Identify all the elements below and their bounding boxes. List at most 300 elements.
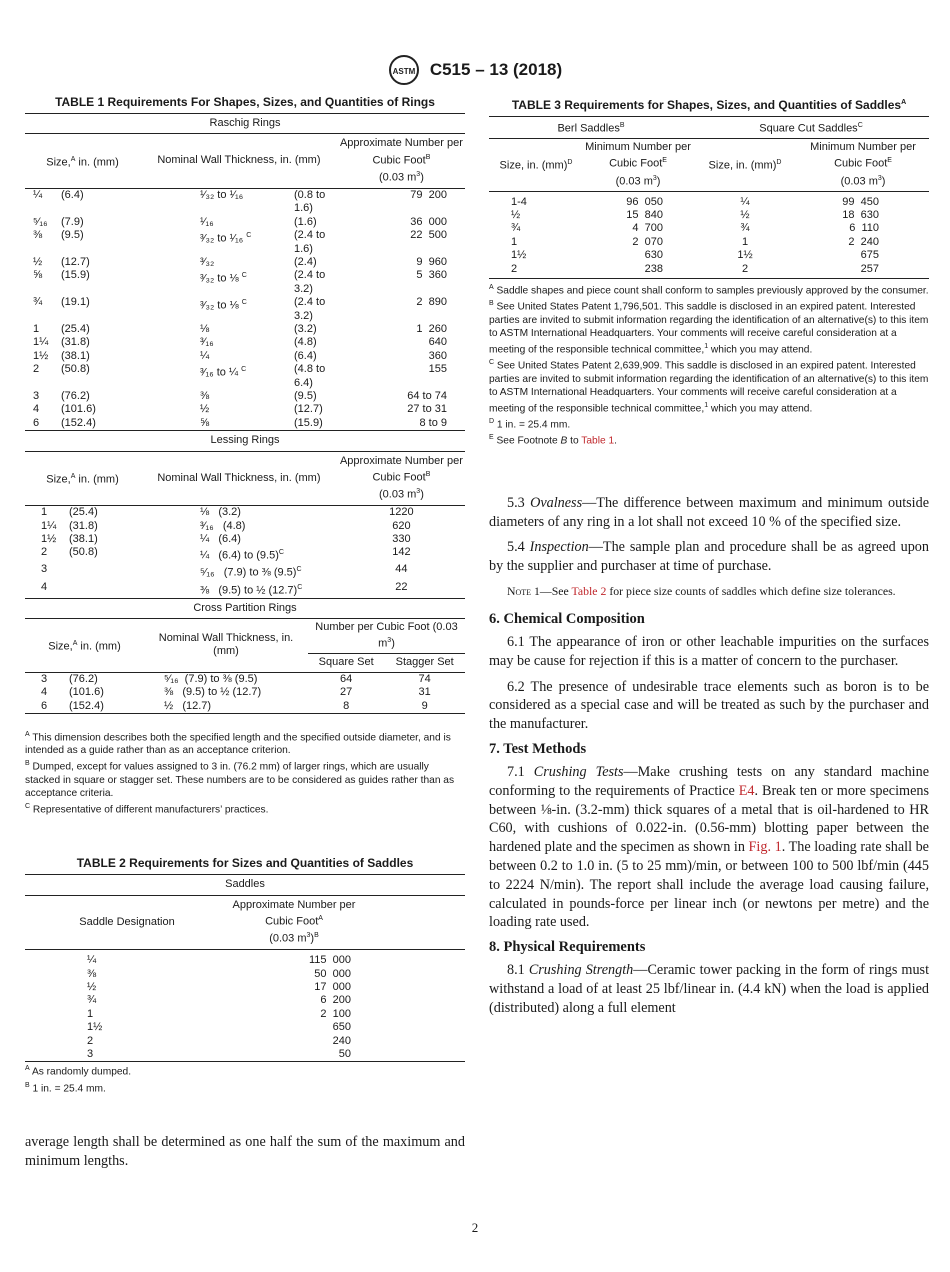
standard-designation: C515 – 13 (2018) bbox=[429, 60, 563, 79]
size-mm: (152.4) bbox=[61, 416, 96, 429]
wall-in: ¹⁄₁₆ bbox=[200, 215, 214, 228]
astm-logo bbox=[388, 54, 420, 86]
table3 bbox=[489, 116, 929, 276]
section-7-heading: 7. Test Methods bbox=[489, 740, 587, 757]
wall-mm: (9.5) bbox=[294, 390, 317, 403]
e4-link[interactable]: E4 bbox=[738, 782, 755, 799]
para-6-1: 6.1 The appearance of iron or other leachable impurities on the surfaces may be cause for rejection if this is a matter of concern to the purchaser. bbox=[489, 633, 929, 669]
size-mm: (50.8) bbox=[69, 546, 98, 559]
square-count: 6 110 bbox=[849, 222, 879, 235]
lessing-row bbox=[25, 520, 465, 533]
berl-count: 630 bbox=[644, 249, 663, 262]
designation: 3 bbox=[87, 1048, 94, 1061]
footnote-to: to bbox=[567, 435, 582, 447]
saddle-row bbox=[25, 981, 465, 994]
wall-in-cell bbox=[140, 216, 292, 229]
t3-square-header: Square Cut Saddles$^C$ bbox=[693, 117, 929, 139]
wall-cell bbox=[140, 563, 338, 580]
square-count: 675 bbox=[860, 249, 879, 262]
wall-in: ½ bbox=[200, 403, 210, 416]
para-5-4: 5.4 Inspection—The sample plan and procedure shall be as agreed upon by the supplier and purchaser at time of purchase. bbox=[489, 539, 929, 575]
size-cell bbox=[25, 581, 140, 598]
size-mm: (101.6) bbox=[69, 686, 104, 699]
count: 6 200 bbox=[320, 994, 351, 1007]
count: 50 000 bbox=[314, 967, 351, 980]
size-cell bbox=[25, 390, 140, 403]
raschig-row bbox=[25, 256, 465, 269]
square-count: 257 bbox=[860, 262, 879, 275]
wall-in: ¼ bbox=[200, 349, 210, 362]
square-count: 2 240 bbox=[848, 235, 879, 248]
footnote-mark: C bbox=[25, 802, 31, 810]
page-number: 2 bbox=[471, 1220, 479, 1235]
cross-table bbox=[25, 598, 465, 715]
spacer bbox=[359, 968, 465, 981]
wall-in-cell bbox=[140, 188, 292, 215]
footnote-mark: C bbox=[278, 549, 284, 557]
table3-footnotes bbox=[489, 278, 929, 448]
table2-caption: TABLE 2 Requirements for Sizes and Quantities of Saddles bbox=[76, 856, 414, 871]
raschig-row bbox=[25, 296, 465, 323]
footnote-text: See United States Patent 1,796,501. This saddle is disclosed in an expired patent. Interested parties are invited to submit information regarding the identification of an alternative(s) to this item to ASTM International Headquarters. Your comments will receive careful consideration at a meeting of the responsible technical committee, bbox=[489, 301, 929, 356]
footnote-ref: B bbox=[560, 435, 568, 447]
size-in: 2 bbox=[41, 546, 48, 559]
size-in: ⅝ bbox=[33, 269, 43, 282]
wall-in-cell bbox=[140, 363, 292, 390]
saddle-row bbox=[25, 1048, 465, 1062]
footnote bbox=[25, 1062, 465, 1078]
spacer bbox=[359, 1008, 465, 1021]
size-cell bbox=[25, 256, 140, 269]
count: 22 500 bbox=[410, 229, 447, 242]
footnote-mark: C bbox=[241, 366, 247, 374]
count: 2 100 bbox=[320, 1007, 351, 1020]
wall-mm: (6.4) bbox=[294, 349, 317, 362]
designation: 1 bbox=[87, 1007, 94, 1020]
left-column bbox=[25, 95, 465, 1178]
size-cell bbox=[25, 363, 140, 390]
size-cell bbox=[25, 546, 140, 563]
berl-count: 2 070 bbox=[632, 235, 663, 248]
raschig-rows bbox=[25, 188, 465, 430]
size-in: 3 bbox=[33, 390, 40, 403]
lessing-row bbox=[25, 563, 465, 580]
t3-berl-size-header: Size, in. (mm)$^D$ bbox=[499, 159, 573, 172]
wall-text: ⅜ (9.5) to ½ (12.7) bbox=[200, 584, 298, 597]
lessing-row bbox=[25, 581, 465, 598]
size-in: 1 bbox=[41, 506, 48, 519]
wall-in: ⅛ bbox=[200, 323, 210, 335]
footnote bbox=[489, 297, 929, 356]
count: 17 000 bbox=[314, 981, 351, 994]
t2-desig-header: Saddle Designation bbox=[79, 915, 175, 928]
t3-square-size-header: Size, in. (mm)$^D$ bbox=[708, 159, 782, 172]
wall-mm: (1.6) bbox=[294, 215, 317, 228]
footnote bbox=[489, 356, 929, 415]
size-mm: (12.7) bbox=[61, 255, 90, 268]
ref-mark: 1 bbox=[704, 342, 709, 350]
berl-count: 96 050 bbox=[626, 195, 663, 208]
cross-size-header: Size,$^A$ in. (mm) bbox=[25, 619, 144, 673]
size-in: 4 bbox=[41, 580, 48, 593]
footnote-mark: B bbox=[25, 1081, 30, 1089]
lessing-row bbox=[25, 533, 465, 546]
count: 50 bbox=[338, 1048, 351, 1061]
footnote-text: Representative of different manufacturers’ practices. bbox=[30, 804, 269, 816]
size-cell bbox=[25, 672, 144, 686]
table1-caption: TABLE 1 Requirements For Shapes, Sizes, and Quantities of Rings bbox=[55, 95, 435, 109]
designation: ½ bbox=[87, 981, 97, 994]
designation: 2 bbox=[87, 1034, 94, 1047]
stagger-count: 9 bbox=[421, 699, 428, 712]
berl-size: 1-4 bbox=[511, 195, 527, 208]
para-5-3: 5.3 Ovalness—The difference between maximum and minimum outside diameters of any ring in a lot shall not exceed 10 % of the specified size. bbox=[489, 494, 929, 530]
cross-rows bbox=[25, 672, 465, 713]
footnote-text: As randomly dumped. bbox=[29, 1066, 132, 1078]
lessing-row bbox=[25, 506, 465, 520]
wall-mm: (4.8 to 6.4) bbox=[294, 363, 326, 389]
count: 620 bbox=[392, 519, 411, 532]
berl-count: 15 840 bbox=[626, 209, 663, 221]
t2-num-header: Approximate Number per Cubic Foot$^A$ (0.03 $m^3)^B$ bbox=[232, 898, 356, 945]
wall-in: ³⁄₁₆ bbox=[200, 336, 214, 349]
count: 640 bbox=[428, 336, 447, 349]
footnote-mark: D bbox=[489, 417, 495, 425]
berl-size: 2 bbox=[511, 262, 518, 275]
square-count: 18 630 bbox=[842, 209, 879, 221]
saddle-row bbox=[25, 1008, 465, 1021]
footnote-mark: C bbox=[489, 359, 495, 367]
t3-square-min-header: Minimum Number per Cubic Foot$^E$ (0.03 $m^3$) bbox=[810, 141, 916, 188]
wall-in-cell bbox=[140, 417, 292, 431]
page-header bbox=[0, 54, 950, 86]
ref-mark: 1 bbox=[704, 401, 709, 409]
count: 9 960 bbox=[416, 255, 447, 268]
count: 5 360 bbox=[416, 269, 447, 282]
wall-text: ³⁄₁₆ (4.8) bbox=[200, 519, 246, 532]
wall-cell: ⅜ (9.5) to ½ (12.7) bbox=[164, 686, 262, 699]
raschig-row bbox=[25, 350, 465, 363]
para-7-1: 7.1 Crushing Tests—Make crushing tests on any standard machine conforming to the requirements of Practice E4. Break ten or more specimens between ⅛-in. (3.2-mm) thick squares of a metal that is oil-hardened to HR C60, with cushions of 0.022-in. (0.56-mm) blotting paper between the hardened plate and the specimen as shown in Fig. 1. The loading rate shall be between 0.2 to 1.0 in. (5 to 25 mm)/min, or between 100 to 500 lbf/min (445 to 2224 N/min). The report shall include the average load causing failure, calculated in pounds-force per linear inch (or newtons per metre) and the loading rate used. bbox=[489, 763, 929, 931]
wall-in-cell bbox=[140, 403, 292, 416]
raschig-title: Raschig Rings bbox=[25, 114, 465, 134]
table1-footnotes bbox=[25, 728, 465, 816]
size-mm: (15.9) bbox=[61, 269, 90, 282]
wall-cell: ½ (12.7) bbox=[164, 699, 212, 712]
t1-wall-header: Nominal Wall Thickness, in. (mm) bbox=[157, 154, 321, 167]
designation: 1½ bbox=[87, 1021, 103, 1034]
fig1-link[interactable]: Fig. 1 bbox=[748, 839, 782, 856]
footnote-mark: C bbox=[297, 583, 303, 591]
square-size: ½ bbox=[740, 209, 750, 221]
table3-rows bbox=[489, 196, 929, 276]
table3-row bbox=[489, 209, 929, 222]
wall-in-cell bbox=[140, 350, 292, 363]
table2 bbox=[25, 874, 465, 1062]
t1-lessing-num-header: Approximate Number per Cubic Foot$^B$ (0.03 $m^3$) bbox=[339, 454, 463, 501]
size-in: 4 bbox=[41, 686, 48, 699]
wall-cell bbox=[140, 546, 338, 563]
raschig-row bbox=[25, 363, 465, 390]
wall-mm: (15.9) bbox=[294, 416, 323, 429]
saddle-row bbox=[25, 968, 465, 981]
size-in: 3 bbox=[41, 672, 48, 685]
size-in: 1¼ bbox=[41, 519, 57, 532]
table2-footnotes bbox=[25, 1062, 465, 1095]
table3-row bbox=[489, 263, 929, 276]
footnote-mark: C bbox=[241, 299, 247, 307]
size-mm: (19.1) bbox=[61, 296, 90, 309]
wall-mm: (2.4 to 3.2) bbox=[294, 296, 326, 322]
cross-row bbox=[25, 700, 465, 714]
size-mm: (9.5) bbox=[61, 229, 84, 242]
t1-lessing-wall-header: Nominal Wall Thickness, in. (mm) bbox=[157, 471, 321, 484]
square-size: 2 bbox=[741, 262, 749, 275]
size-in: ¾ bbox=[33, 296, 43, 309]
table3-caption: TABLE 3 Requirements for Shapes, Sizes, and Quantities of Saddles$^A$ bbox=[511, 98, 907, 112]
footnote bbox=[489, 431, 929, 447]
table1-link[interactable]: Table 1 bbox=[581, 435, 615, 447]
count: 8 to 9 bbox=[419, 416, 447, 429]
size-mm: (25.4) bbox=[69, 506, 98, 519]
wall-in: ⅜ bbox=[200, 390, 210, 403]
size-cell bbox=[25, 296, 140, 323]
size-cell bbox=[25, 417, 140, 431]
footnote-mark: A bbox=[25, 731, 30, 739]
size-in: 1 bbox=[33, 323, 40, 335]
saddle-row bbox=[25, 994, 465, 1007]
count: 1 260 bbox=[416, 323, 447, 335]
table3-row bbox=[489, 196, 929, 209]
size-cell bbox=[25, 336, 140, 349]
table3-row bbox=[489, 249, 929, 262]
size-mm: (7.9) bbox=[61, 215, 84, 228]
footnote-end: . bbox=[614, 435, 617, 447]
footnote-tail: which you may attend. bbox=[708, 402, 813, 414]
left-body-tail: average length shall be determined as one half the sum of the maximum and minimum lengths. bbox=[25, 1134, 465, 1170]
footnote-mark: B bbox=[489, 300, 494, 308]
berl-size: 1½ bbox=[511, 249, 527, 262]
stagger-count: 74 bbox=[418, 672, 431, 685]
wall-in: ⅝ bbox=[200, 416, 210, 429]
t1-lessing-size-header: Size,$^A$ in. (mm) bbox=[46, 472, 119, 486]
table2-rows bbox=[25, 950, 465, 1062]
stagger-count: 31 bbox=[418, 686, 431, 699]
section-6-heading: 6. Chemical Composition bbox=[489, 610, 645, 627]
wall-mm: (12.7) bbox=[294, 403, 323, 416]
para-6-2: 6.2 The presence of undesirable trace elements such as boron is to be considered as a special case and will be treated as such by the purchaser and the manufacturer. bbox=[489, 678, 929, 733]
footnote bbox=[25, 1079, 465, 1095]
size-mm: (152.4) bbox=[69, 699, 104, 712]
wall-in: ³⁄₃₂ to ⅛ bbox=[200, 273, 239, 286]
count: 360 bbox=[428, 349, 447, 362]
raschig-row bbox=[25, 336, 465, 349]
wall-in: ³⁄₃₂ to ¹⁄₁₆ bbox=[200, 232, 244, 245]
cross-num-header: Number per Cubic Foot (0.03 $m^3$) bbox=[308, 619, 465, 654]
size-cell bbox=[25, 229, 140, 256]
size-in: ½ bbox=[33, 255, 43, 268]
table3-row bbox=[489, 236, 929, 249]
saddle-row bbox=[25, 1021, 465, 1034]
count: 64 to 74 bbox=[407, 390, 447, 403]
wall-in-cell bbox=[140, 336, 292, 349]
t1-num-header: Approximate Number per Cubic Foot$^B$ (0.03 $m^3$) bbox=[339, 137, 463, 184]
size-mm: (38.1) bbox=[69, 533, 98, 545]
count: 650 bbox=[332, 1021, 351, 1034]
footnote bbox=[489, 415, 929, 431]
section-8-heading: 8. Physical Requirements bbox=[489, 939, 646, 956]
t1-size-header: Size,$^A$ in. (mm) bbox=[46, 155, 119, 169]
cross-row bbox=[25, 672, 465, 686]
square-count: 99 450 bbox=[842, 195, 879, 208]
wall-in-cell bbox=[140, 269, 292, 296]
wall-in: ³⁄₃₂ to ⅛ bbox=[200, 299, 239, 312]
footnote bbox=[25, 800, 465, 816]
footnote-mark: C bbox=[246, 232, 252, 240]
raschig-row bbox=[25, 229, 465, 256]
footnote-text: Saddle shapes and piece count shall conform to samples previously approved by the consumer. bbox=[493, 285, 929, 297]
footnote bbox=[489, 281, 929, 297]
wall-mm: (0.8 to 1.6) bbox=[294, 188, 326, 215]
designation: ⅜ bbox=[87, 967, 97, 980]
count: 115 000 bbox=[308, 954, 351, 967]
square-count: 64 bbox=[340, 672, 353, 685]
lessing-row bbox=[25, 546, 465, 563]
size-cell bbox=[25, 269, 140, 296]
size-in: 3 bbox=[41, 563, 48, 576]
lessing-rows bbox=[25, 506, 465, 598]
right-column bbox=[489, 95, 929, 1025]
raschig-row bbox=[25, 403, 465, 416]
size-mm: (101.6) bbox=[61, 403, 96, 416]
size-in: ⁵⁄₁₆ bbox=[33, 215, 48, 228]
size-cell bbox=[25, 188, 140, 215]
footnote-tail: which you may attend. bbox=[708, 344, 813, 356]
square-count: 8 bbox=[343, 699, 350, 712]
size-cell bbox=[25, 563, 140, 580]
footnote-mark: C bbox=[296, 566, 302, 574]
square-size: 1 bbox=[741, 235, 749, 248]
raschig-row bbox=[25, 269, 465, 296]
count: 79 200 bbox=[410, 188, 447, 201]
size-cell bbox=[25, 403, 140, 416]
raschig-row bbox=[25, 417, 465, 431]
square-size: 1½ bbox=[737, 249, 753, 262]
size-in: 1½ bbox=[33, 349, 49, 362]
wall-mm: (2.4 to 1.6) bbox=[294, 229, 326, 255]
footnote-text: See Footnote bbox=[493, 435, 561, 447]
size-mm: (76.2) bbox=[61, 390, 90, 403]
raschig-row bbox=[25, 323, 465, 336]
cross-square-header: Square Set bbox=[318, 656, 374, 669]
footnote-text: 1 in. = 25.4 mm. bbox=[29, 1083, 106, 1095]
wall-in-cell bbox=[140, 323, 292, 336]
size-mm: (76.2) bbox=[69, 672, 98, 685]
table1 bbox=[25, 113, 465, 598]
wall-cell bbox=[140, 581, 338, 598]
raschig-row bbox=[25, 216, 465, 229]
size-cell bbox=[25, 686, 144, 699]
wall-cell bbox=[140, 520, 338, 533]
wall-mm: (2.4 to 3.2) bbox=[294, 269, 326, 295]
size-mm: (50.8) bbox=[61, 363, 90, 376]
size-in: 1½ bbox=[41, 533, 57, 545]
size-cell bbox=[25, 323, 140, 336]
wall-in: ¹⁄₃₂ to ¹⁄₁₆ bbox=[200, 188, 244, 201]
wall-mm: (4.8) bbox=[294, 336, 317, 349]
footnote bbox=[25, 757, 465, 799]
size-mm: (31.8) bbox=[61, 336, 90, 349]
berl-count: 4 700 bbox=[632, 222, 663, 235]
berl-size: 1 bbox=[511, 235, 518, 248]
size-in: 6 bbox=[33, 416, 40, 429]
wall-mm: (3.2) bbox=[294, 323, 317, 335]
wall-in-cell bbox=[140, 390, 292, 403]
footnote-text: Dumped, except for values assigned to 3 in. (76.2 mm) of larger rings, which are usually stacked in square or stagger set. These numbers are to be considered as guides rather than as acceptance criteria. bbox=[25, 761, 455, 799]
size-in: ⅜ bbox=[33, 229, 43, 242]
footnote-text: This dimension describes both the specified length and the specified outside diameter, and is intended as a guide rather than as an acceptance criterion. bbox=[25, 732, 451, 757]
footnote-text: 1 in. = 25.4 mm. bbox=[494, 419, 571, 431]
size-cell bbox=[25, 506, 140, 520]
wall-in-cell bbox=[140, 229, 292, 256]
spacer bbox=[359, 1035, 465, 1048]
wall-mm: (2.4) bbox=[294, 255, 317, 268]
cross-stagger-header: Stagger Set bbox=[395, 656, 454, 669]
wall-cell: ⁵⁄₁₆ (7.9) to ⅜ (9.5) bbox=[164, 672, 258, 685]
size-in: 2 bbox=[33, 363, 40, 376]
footnote-mark: B bbox=[25, 760, 30, 768]
table2-link[interactable]: Table 2 bbox=[571, 583, 607, 598]
berl-size: ½ bbox=[511, 209, 521, 221]
count: 22 bbox=[395, 580, 408, 593]
wall-in: ³⁄₃₂ bbox=[200, 255, 215, 268]
para-8-1: 8.1 Crushing Strength—Ceramic tower packing in the form of rings must withstand a load of at least 25 lbf/linear in. (4.4 kN) when the load is applied (distributed) along a full element bbox=[489, 962, 930, 1016]
count: 1220 bbox=[389, 506, 414, 519]
note-1: Note 1—See Table 2 for piece size counts of saddles which define size tolerances. bbox=[507, 583, 896, 598]
footnote-text: See United States Patent 2,639,909. This saddle is disclosed in an expired patent. Interested parties are invited to submit information regarding the identification of an alternative(s) to this item to ASTM International Headquarters. Your comments will receive careful consideration at a meeting of the responsible technical committee, bbox=[489, 360, 929, 414]
count: 27 to 31 bbox=[407, 403, 447, 416]
size-cell bbox=[25, 700, 144, 714]
wall-cell bbox=[140, 533, 338, 546]
t2-group: Saddles bbox=[25, 875, 465, 895]
size-cell bbox=[25, 350, 140, 363]
wall-text: ¼ (6.4) bbox=[200, 533, 241, 545]
wall-in: ³⁄₁₆ to ¼ bbox=[200, 366, 239, 379]
wall-text: ¼ (6.4) to (9.5) bbox=[200, 550, 279, 563]
lessing-title: Lessing Rings bbox=[25, 431, 465, 451]
size-mm: (25.4) bbox=[61, 323, 90, 335]
size-in: 1¼ bbox=[33, 336, 49, 349]
t3-berl-header: Berl Saddles$^B$ bbox=[489, 117, 693, 139]
saddle-row bbox=[25, 1035, 465, 1048]
size-in: 4 bbox=[33, 403, 40, 416]
count: 240 bbox=[332, 1034, 351, 1047]
wall-in-cell bbox=[140, 256, 292, 269]
wall-text: ⁵⁄₁₆ (7.9) to ⅜ (9.5) bbox=[200, 567, 297, 580]
berl-size: ¾ bbox=[511, 222, 521, 235]
table3-row bbox=[489, 222, 929, 235]
footnote-mark: A bbox=[25, 1065, 30, 1073]
wall-cell bbox=[140, 506, 338, 520]
cross-wall-header: Nominal Wall Thickness, in. (mm) bbox=[144, 619, 308, 673]
size-cell bbox=[25, 520, 140, 533]
count: 330 bbox=[392, 533, 411, 545]
footnote-mark: A bbox=[489, 284, 494, 292]
size-in: 6 bbox=[41, 699, 48, 712]
saddle-row bbox=[25, 950, 465, 968]
square-count: 27 bbox=[340, 686, 353, 699]
berl-count: 238 bbox=[644, 262, 663, 275]
